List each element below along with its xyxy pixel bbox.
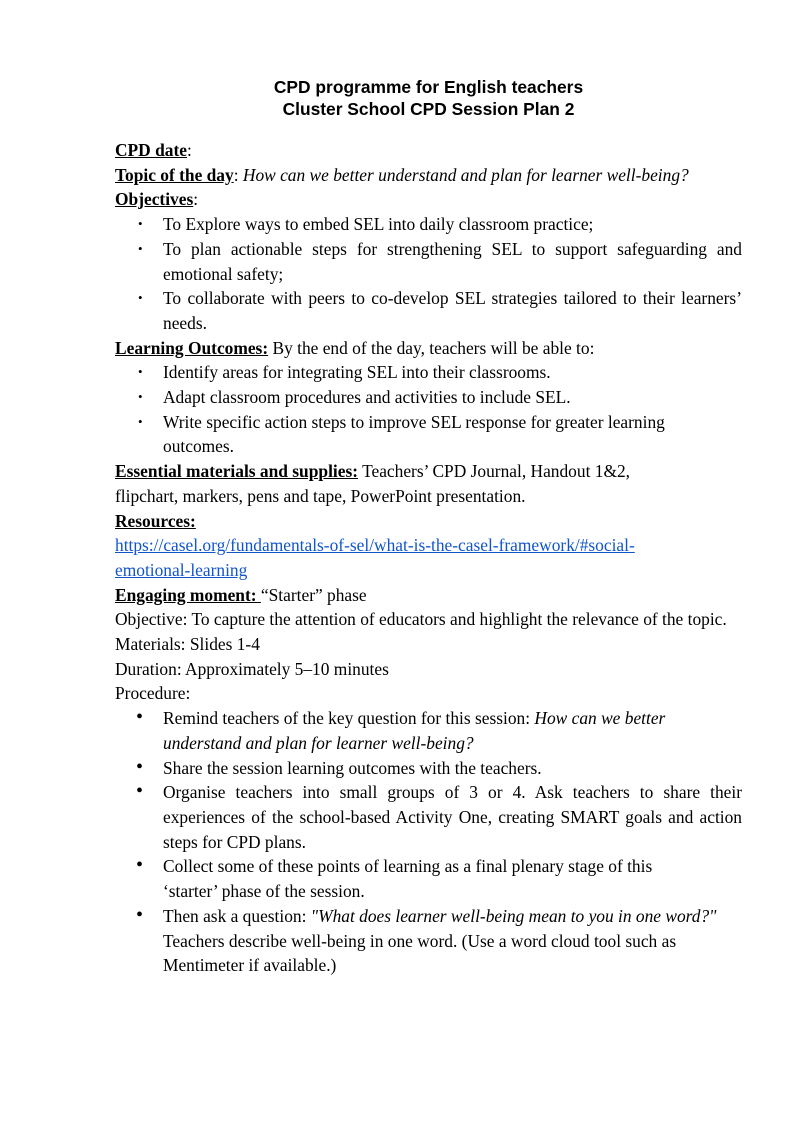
objective-text: To collaborate with peers to co-develop SEL strategies tailored to their learners’ needs.	[163, 288, 742, 333]
document-header	[115, 76, 742, 120]
materials-text-1: Teachers’ CPD Journal, Handout 1&2,	[358, 461, 631, 482]
bullet-icon: •	[136, 903, 144, 926]
topic-label: Topic of the day	[115, 164, 234, 185]
outcome-text: Write specific action steps to improve SEL response for greater learning outcomes.	[163, 411, 665, 457]
bullet-icon: •	[138, 240, 143, 256]
materials-line-2: flipchart, markers, pens and tape, PowerPoint presentation.	[115, 485, 526, 506]
bullet-icon: •	[138, 216, 143, 232]
objective-text: To plan actionable steps for strengthening SEL to support safeguarding and emotional safety;	[163, 238, 742, 284]
bullet-icon: •	[136, 706, 144, 729]
step-text: Organise teachers into small groups of 3 or 4. Ask teachers to share their experiences of the school-based Activity One, creating SMART goals and action steps for CPD plans.	[163, 782, 742, 852]
learning-outcomes-label: Learning Outcomes:	[115, 337, 269, 358]
objectives-line	[115, 187, 742, 212]
document-subtitle: Cluster School CPD Session Plan 2	[282, 99, 575, 119]
document-title: CPD programme for English teachers	[273, 77, 584, 97]
engaging-duration: Duration: Approximately 5–10 minutes	[115, 658, 389, 679]
topic-sep: :	[233, 164, 243, 185]
list-item	[115, 385, 742, 410]
outcome-text: Identify areas for integrating SEL into their classrooms.	[163, 362, 551, 383]
list-item	[115, 756, 742, 781]
resource-link[interactable]	[115, 535, 635, 580]
learning-outcomes-text: By the end of the day, teachers will be able to:	[268, 337, 595, 358]
step-text: Collect some of these points of learning as a final plenary stage of this ‘starter’ phase of the session.	[163, 856, 653, 902]
list-item	[115, 212, 742, 237]
step-question: How can we better understand and plan for learner well-being?	[163, 708, 666, 753]
list-item	[115, 410, 742, 459]
bullet-icon: •	[138, 290, 143, 306]
objective-text: To Explore ways to embed SEL into daily classroom practice;	[163, 214, 594, 235]
outcome-text: Adapt classroom procedures and activities to include SEL.	[163, 387, 571, 408]
cpd-date-sep: :	[186, 140, 192, 160]
list-item	[115, 854, 742, 903]
materials-label: Essential materials and supplies:	[115, 461, 359, 482]
objectives-label: Objectives	[115, 189, 194, 210]
list-item	[115, 286, 742, 335]
cpd-date-line	[115, 138, 742, 163]
list-item	[115, 904, 742, 978]
procedure-list	[115, 706, 742, 978]
list-item	[115, 360, 742, 385]
resource-link-part-1[interactable]: https://casel.org/fundamentals-of-sel/what-is-the-casel-framework/#social-	[115, 535, 635, 556]
learning-outcomes-list	[115, 360, 742, 459]
engaging-procedure: Procedure:	[115, 683, 191, 704]
bullet-icon: •	[136, 780, 144, 803]
objectives-sep: :	[193, 189, 199, 210]
engaging-moment-label: Engaging moment:	[115, 584, 261, 605]
engaging-objective: Objective: To capture the attention of educators and highlight the relevance of the topic.	[115, 609, 727, 630]
list-item	[115, 780, 742, 854]
document-page	[115, 76, 742, 978]
step-text: Share the session learning outcomes with the teachers.	[163, 757, 542, 778]
step-text: Then ask a question:	[163, 905, 311, 926]
step-text-rest: Teachers describe well-being in one word. (Use a word cloud tool such as Mentimeter if available.)	[163, 905, 725, 976]
bullet-icon: •	[138, 389, 143, 405]
step-question: "What does learner well-being mean to you in one word?"	[310, 905, 717, 926]
topic-line	[115, 163, 742, 188]
resources-link-block	[115, 533, 742, 582]
learning-outcomes-line	[115, 336, 742, 361]
materials-line	[115, 459, 742, 484]
topic-text: How can we better understand and plan for learner well-being?	[242, 164, 689, 185]
bullet-icon: •	[138, 413, 143, 429]
list-item	[115, 706, 742, 755]
resources-label: Resources:	[115, 510, 196, 531]
bullet-icon: •	[138, 364, 143, 380]
resource-link-part-2[interactable]: emotional-learning	[115, 559, 248, 580]
engaging-moment-text: “Starter” phase	[260, 584, 367, 605]
bullet-icon: •	[136, 755, 144, 778]
resources-line	[115, 509, 742, 534]
bullet-icon: •	[136, 854, 144, 877]
engaging-moment-line	[115, 583, 742, 608]
step-text: Remind teachers of the key question for this session:	[163, 708, 535, 729]
engaging-materials: Materials: Slides 1-4	[115, 634, 260, 655]
cpd-date-label: CPD date	[115, 140, 187, 160]
objectives-list	[115, 212, 742, 336]
list-item	[115, 237, 742, 286]
